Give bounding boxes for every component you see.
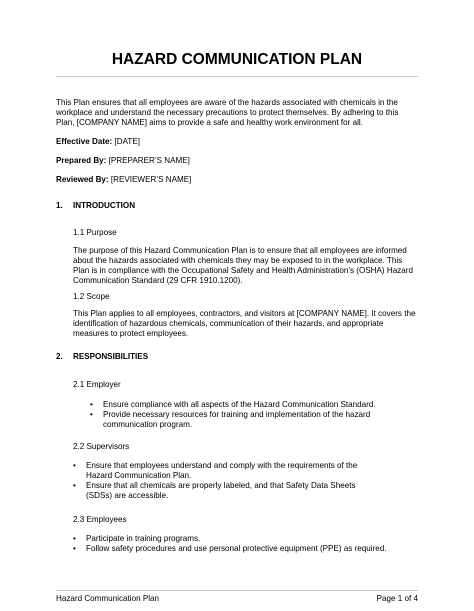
- bullet-icon: •: [73, 481, 76, 490]
- intro-paragraph: This Plan ensures that all employees are aware of the hazards associated with chemicals in the workplace and understand the necessary precautions to protect themselves. By adhering to this Plan, [COMPANY NAME] aims to provide a safe and healthy work environment for all.: [56, 98, 399, 127]
- list-item: • Provide necessary resources for training and implementation of the hazard communication program.: [90, 410, 371, 429]
- list-item: • Participate in training programs.: [73, 534, 201, 543]
- list-item: • Ensure that employees understand and comply with the requirements of the Hazard Communication Plan.: [73, 461, 358, 480]
- subsection-2-3-heading: 2.3 Employees: [73, 515, 127, 524]
- subsection-2-3-list: [73, 534, 418, 554]
- section-2-heading: RESPONSIBILITIES: [73, 352, 149, 361]
- subsection-1-2-text: This Plan applies to all employees, contractors, and visitors at [COMPANY NAME]. It covers the identification of hazardous chemicals, communication of their hazards, and appropriate measures to protect employees.: [73, 309, 416, 338]
- reviewed-by-label: Reviewed By:: [56, 175, 109, 184]
- list-item: • Ensure that all chemicals are properly labeled, and that Safety Data Sheets (SDSs) are accessible.: [73, 481, 356, 500]
- list-item: • Follow safety procedures and use personal protective equipment (PPE) as required.: [73, 544, 387, 553]
- reviewed-by-field: [56, 175, 191, 185]
- prepared-by-value: [PREPARER’S NAME]: [108, 156, 190, 165]
- prepared-by-label: Prepared By:: [56, 156, 107, 165]
- effective-date-label: Effective Date:: [56, 137, 113, 146]
- subsection-2-2-heading: 2.2 Supervisors: [73, 442, 130, 451]
- bullet-icon: •: [73, 461, 76, 470]
- subsection-1-1-text: The purpose of this Hazard Communication Plan is to ensure that all employees are informed about the hazards associated with chemicals they may be exposed to in the workplace. This Plan is in compliance with the Occupational Safety and Health Administration’s (OSHA) Hazard Communication Standard (29 CFR 1910.1200).: [73, 246, 413, 285]
- effective-date-field: [56, 137, 140, 147]
- prepared-by-field: [56, 156, 190, 166]
- section-1-heading: INTRODUCTION: [73, 201, 136, 210]
- subsection-2-1-heading: 2.1 Employer: [73, 380, 121, 389]
- bullet-icon: •: [90, 400, 93, 409]
- list-item: • Ensure compliance with all aspects of the Hazard Communication Standard.: [90, 400, 376, 409]
- effective-date-value: [DATE]: [114, 137, 140, 146]
- bullet-icon: •: [73, 544, 76, 553]
- section-2-number: 2.: [56, 352, 63, 361]
- subsection-1-2-heading: 1.2 Scope: [73, 292, 110, 301]
- bullet-icon: •: [90, 410, 93, 419]
- footer-title: Hazard Communication Plan: [56, 594, 160, 603]
- page-number: Page 1 of 4: [376, 594, 418, 603]
- bullet-icon: •: [73, 534, 76, 543]
- section-1-number: 1.: [56, 201, 63, 210]
- subsection-2-2-list: [73, 461, 383, 501]
- title-divider: [56, 76, 418, 77]
- footer-divider: [56, 590, 418, 591]
- document-title: HAZARD COMMUNICATION PLAN: [111, 51, 363, 68]
- subsection-1-1-heading: 1.1 Purpose: [73, 228, 117, 237]
- subsection-2-1-list: [90, 400, 415, 430]
- reviewed-by-value: [REVIEWER’S NAME]: [110, 175, 192, 184]
